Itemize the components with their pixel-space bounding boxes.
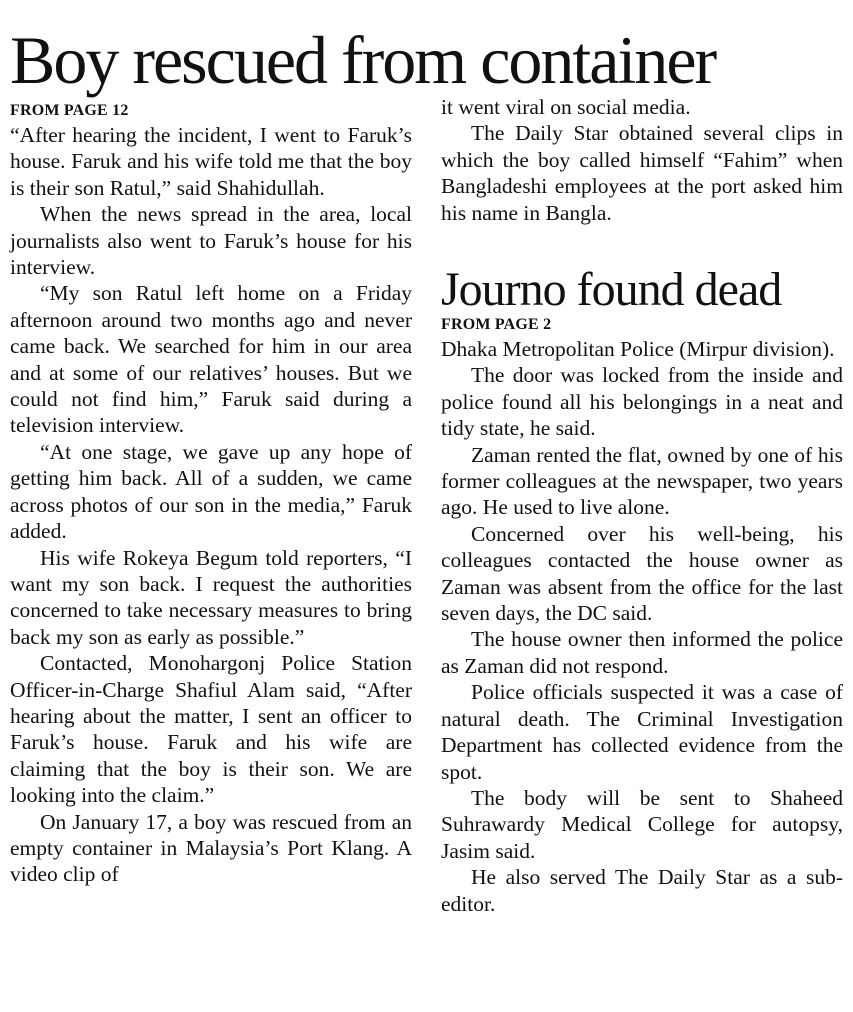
story1-left-column xyxy=(10,100,412,888)
story1-paragraph: “After hearing the incident, I went to Faruk’s house. Faruk and his wife told me that the boy is their son Ratul,” said Shahidullah. xyxy=(10,123,412,200)
story2-paragraph: He also served The Daily Star as a sub-editor. xyxy=(441,865,843,916)
story2-paragraph: Concerned over his well-being, his colleagues contacted the house owner as Zaman was absent from the office for the last seven days, the DC said. xyxy=(441,521,843,626)
story1-paragraph: “At one stage, we gave up any hope of getting him back. All of a sudden, we came across photos of our son in the media,” Faruk added. xyxy=(10,439,412,544)
story1-paragraph: Contacted, Monohargonj Police Station Officer-in-Charge Shafiul Alam said, “After hearing about the matter, I sent an officer to Faruk’s house. Faruk and his wife are claiming that the boy is their son. We are looking into the claim.” xyxy=(10,651,412,808)
story-headline-journo-found-dead: Journo found dead xyxy=(441,263,782,316)
story1-paragraph: When the news spread in the area, local journalists also went to Faruk’s house for his interview. xyxy=(10,202,412,280)
story1-right-column xyxy=(441,94,843,226)
story1-paragraph: His wife Rokeya Begum told reporters, “I want my son back. I request the authorities concerned to take necessary measures to bring back my son as early as possible.” xyxy=(10,545,412,649)
story1-paragraph: On January 17, a boy was rescued from an empty container in Malaysia’s Port Klang. A video clip of xyxy=(10,809,412,887)
story2-column xyxy=(441,314,843,917)
story1-paragraph: The Daily Star obtained several clips in which the boy called himself “Fahim” when Bangladeshi employees at the port asked him his name in Bangla. xyxy=(441,121,843,225)
story2-paragraph: Zaman rented the flat, owned by one of his former colleagues at the newspaper, two years ago. He used to live alone. xyxy=(441,442,843,520)
story2-paragraph: The house owner then informed the police as Zaman did not respond. xyxy=(441,627,843,678)
story1-paragraph: it went viral on social media. xyxy=(441,95,691,119)
story1-dateline: FROM PAGE 12 xyxy=(10,102,129,119)
story-headline-boy-rescued: Boy rescued from container xyxy=(10,22,716,98)
story1-paragraph: “My son Ratul left home on a Friday afternoon around two months ago and never came back. We searched for him in our area and at some of our relatives’ houses. But we could not find him,” Faruk said during a television interview. xyxy=(10,281,412,438)
story2-paragraph: The door was locked from the inside and police found all his belongings in a neat and tidy state, he said. xyxy=(441,363,843,441)
story2-paragraph: Dhaka Metropolitan Police (Mirpur division). xyxy=(441,337,835,361)
story2-paragraph: The body will be sent to Shaheed Suhrawardy Medical College for autopsy, Jasim said. xyxy=(441,785,843,863)
story2-dateline: FROM PAGE 2 xyxy=(441,316,552,333)
story2-paragraph: Police officials suspected it was a case of natural death. The Criminal Investigation Department has collected evidence from the spot. xyxy=(441,680,843,784)
